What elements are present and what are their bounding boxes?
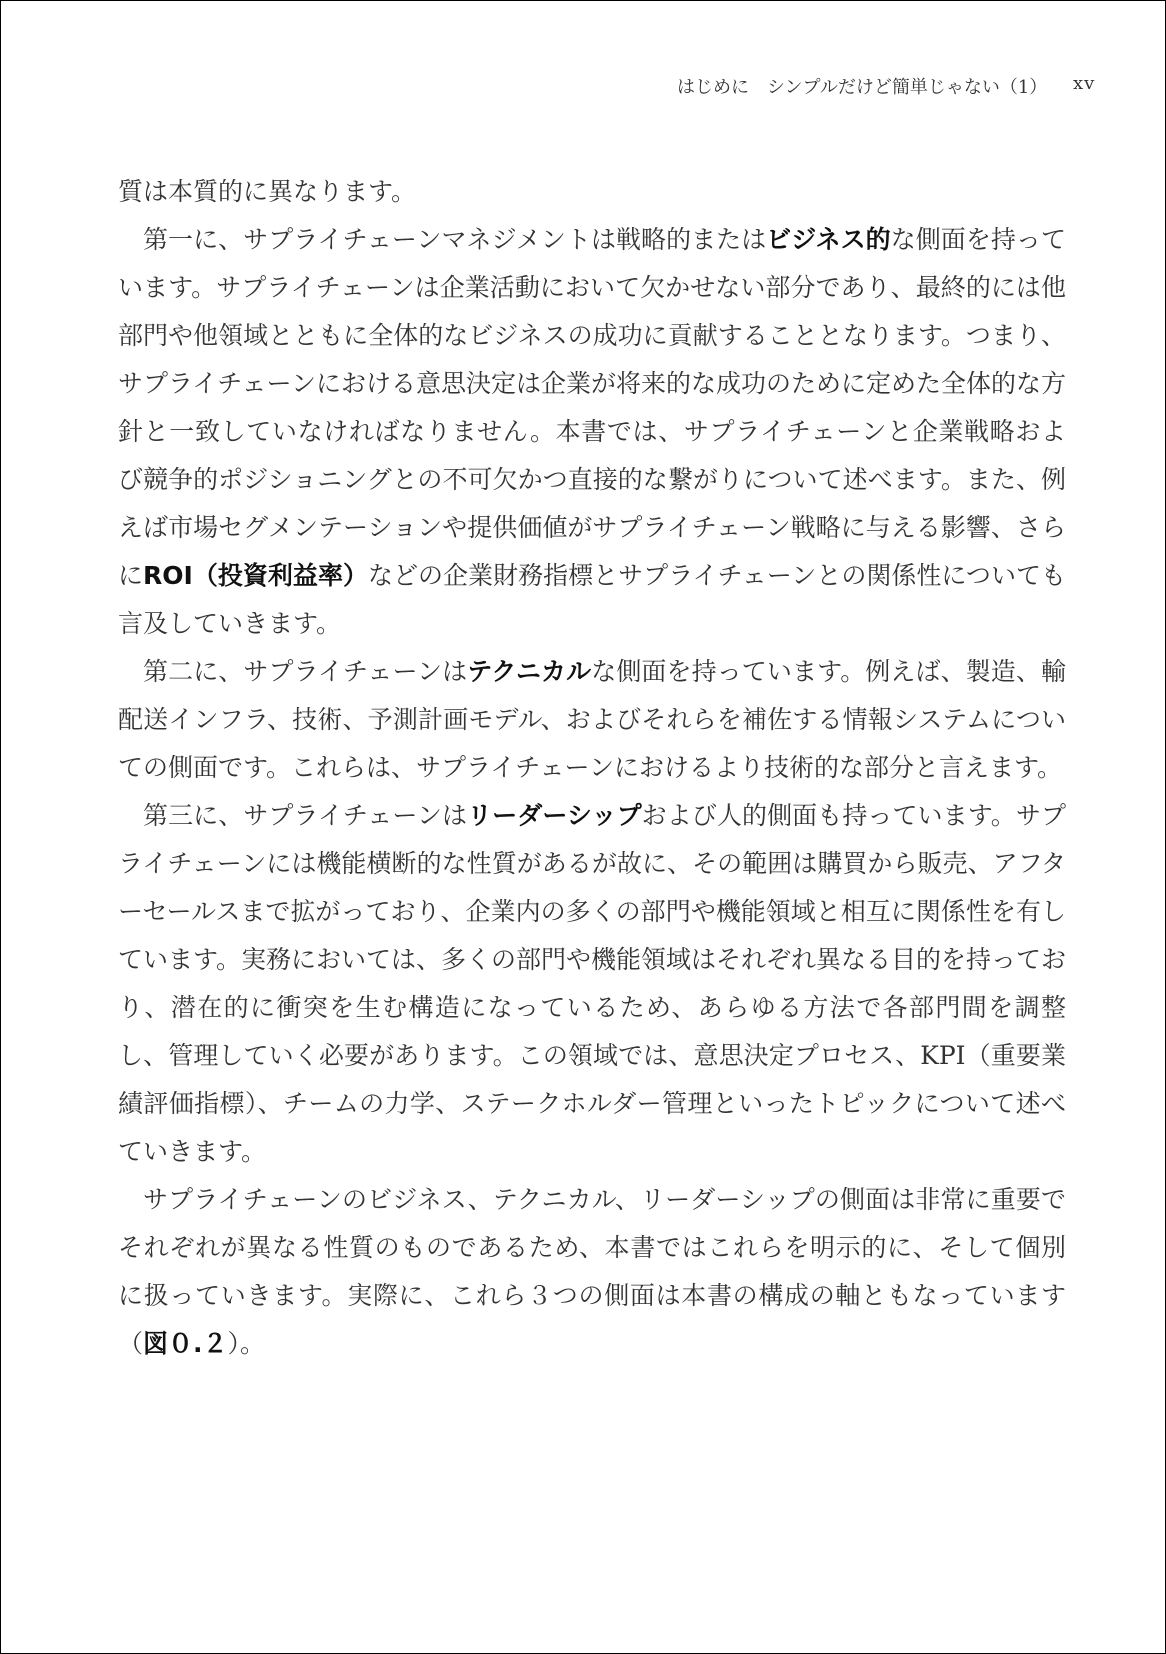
- bold-term: ROI（投資利益率）: [143, 561, 368, 590]
- text-run: 第三に、サプライチェーンは: [143, 801, 468, 830]
- text-run: などの企業財務指標とサプライチェーンとの関係性についても言及していきます。: [118, 561, 1066, 638]
- text-run: 第二に、サプライチェーンは: [143, 657, 468, 686]
- paragraph: [118, 1176, 1066, 1368]
- text-run: 質は本質的に異なります。: [118, 177, 417, 206]
- text-run: および人的側面も持っています。サプライチェーンには機能横断的な性質があるが故に、その範囲は購買から販売、アフターセールスまで拡がっており、企業内の多くの部門や機能領域と相互に関係性を有しています。実務においては、多くの部門や機能領域はそれぞれ異なる目的を持っており、潜在的に衝突を生む構造になっているため、あらゆる方法で各部門間を調整し、管理していく必要があります。この領域では、意思決定プロセス、KPI（重要業績評価指標）、チームの力学、ステークホルダー管理といったトピックについて述べていきます。: [118, 801, 1067, 1166]
- figure-reference: 図０.２: [143, 1329, 228, 1358]
- body-text: [118, 168, 1066, 1368]
- page-number: xv: [1073, 73, 1096, 94]
- chapter-title: はじめに シンプルだけど簡単じゃない（1）: [677, 77, 1048, 98]
- paragraph: [118, 168, 1066, 216]
- bold-term: テクニカル: [467, 657, 592, 686]
- text-run: 第一に、サプライチェーンマネジメントは戦略的または: [143, 225, 767, 254]
- text-run: サプライチェーンのビジネス、テクニカル、リーダーシップの側面は非常に重要でそれぞれが異なる性質のものであるため、本書ではこれらを明示的に、そして個別に扱っていきます。実際に、これら３つの側面は本書の構成の軸ともなっています（: [118, 1185, 1066, 1358]
- running-head: [661, 73, 1101, 103]
- bold-term: リーダーシップ: [467, 801, 642, 830]
- text-run: な側面を持っています。サプライチェーンは企業活動において欠かせない部分であり、最終的には他部門や他領域とともに全体的なビジネスの成功に貢献することとなります。つまり、サプライチェーンにおける意思決定は企業が将来的な成功のために定めた全体的な方針と一致していなければなりません。本書では、サプライチェーンと企業戦略および競争的ポジショニングとの不可欠かつ直接的な繋がりについて述べます。また、例えば市場セグメンテーションや提供価値がサプライチェーン戦略に与える影響、さらに: [118, 225, 1067, 590]
- text-run: ）。: [227, 1329, 266, 1358]
- paragraph: [118, 216, 1066, 648]
- text-run: な側面を持っています。例えば、製造、輸配送インフラ、技術、予測計画モデル、およびそれらを補佐する情報システムについての側面です。これらは、サプライチェーンにおけるより技術的な部分と言えます。: [118, 657, 1066, 782]
- bold-term: ビジネス的: [766, 225, 891, 254]
- paragraph: [118, 648, 1066, 792]
- paragraph: [118, 792, 1066, 1176]
